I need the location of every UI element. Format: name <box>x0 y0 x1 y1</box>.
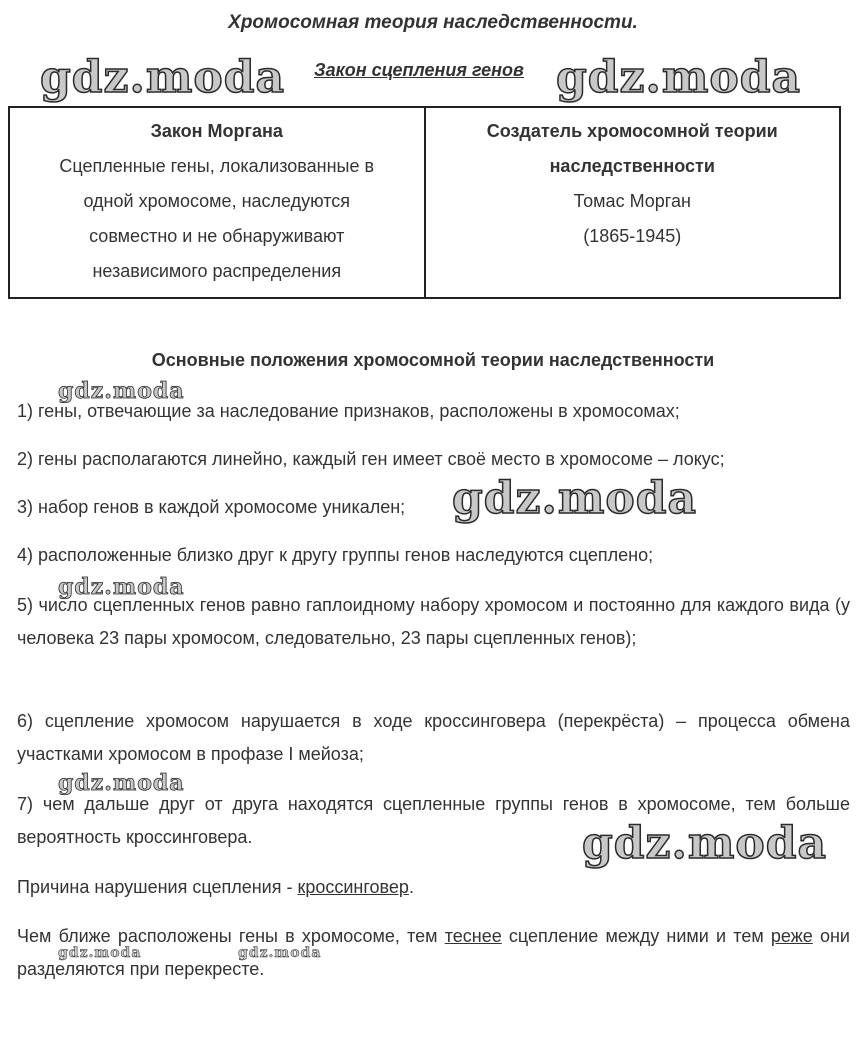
cause-suffix: . <box>408 877 414 897</box>
closing-part1: Чем ближе расположены гены в хромосоме, тем <box>17 926 445 946</box>
list-item: 5) число сцепленных генов равно гаплоидному набору хромосом и постоянно для каждого вида (у человека 23 пары хромосом, следовательно, 23 пары сцепленных генов); <box>17 595 850 648</box>
watermark: gdz.moda <box>58 574 185 600</box>
list-item: 6) сцепление хромосом нарушается в ходе кроссинговера (перекрёста) – процесса обмена участками хромосом в профазе I мейоза; <box>17 711 850 764</box>
cause-prefix: Причина нарушения сцепления - <box>17 877 298 897</box>
watermark: gdz.moda <box>238 945 322 961</box>
watermark: gdz.moda <box>58 945 142 961</box>
closing-part3: они разделяются при перекресте. <box>17 926 850 979</box>
watermark: gdz.moda <box>58 378 185 404</box>
list-item: 4) расположенные близко друг к другу группы генов наследуются сцеплено; <box>17 545 654 565</box>
closing-paragraph <box>17 920 850 986</box>
watermark: gdz.moda <box>40 52 286 103</box>
section-title: Основные положения хромосомной теории наследственности <box>151 350 715 370</box>
subtitle: Закон сцепления генов <box>314 60 524 80</box>
creator-years: (1865-1945) <box>583 226 682 246</box>
list-item: 2) гены располагаются линейно, каждый ген имеет своё место в хромосоме – локус; <box>17 449 725 469</box>
closing-answer2: реже <box>770 926 813 946</box>
list-item: 1) гены, отвечающие за наследование признаков, расположены в хромосомах; <box>17 401 680 421</box>
closing-answer1: теснее <box>444 926 502 946</box>
creator-name: Томас Морган <box>573 191 691 211</box>
watermark: gdz.moda <box>582 818 828 869</box>
watermark: gdz.moda <box>556 52 802 103</box>
creator-heading: Создатель хромосомной теории наследственности <box>486 121 778 176</box>
morgan-law-heading: Закон Моргана <box>150 121 283 141</box>
page-title: Хромосомная теория наследственности. <box>228 12 638 33</box>
list-item: 3) набор генов в каждой хромосоме уникален; <box>17 497 406 517</box>
morgan-law-text: Сцепленные гены, локализованные в одной хромосоме, наследуются совместно и не обнаруживают независимого распределения <box>59 156 375 281</box>
cause-answer: кроссинговер <box>297 877 409 897</box>
morgan-law-cell <box>9 107 425 298</box>
list-item: 7) чем дальше друг от друга находятся сцепленные группы генов в хромосоме, тем больше вероятность кроссинговера. <box>17 794 850 847</box>
info-table <box>8 106 841 299</box>
closing-part2: сцепление между ними и тем <box>501 926 771 946</box>
cause-line <box>17 871 850 904</box>
watermark: gdz.moda <box>452 473 698 524</box>
creator-cell <box>425 107 841 298</box>
watermark: gdz.moda <box>58 770 185 796</box>
